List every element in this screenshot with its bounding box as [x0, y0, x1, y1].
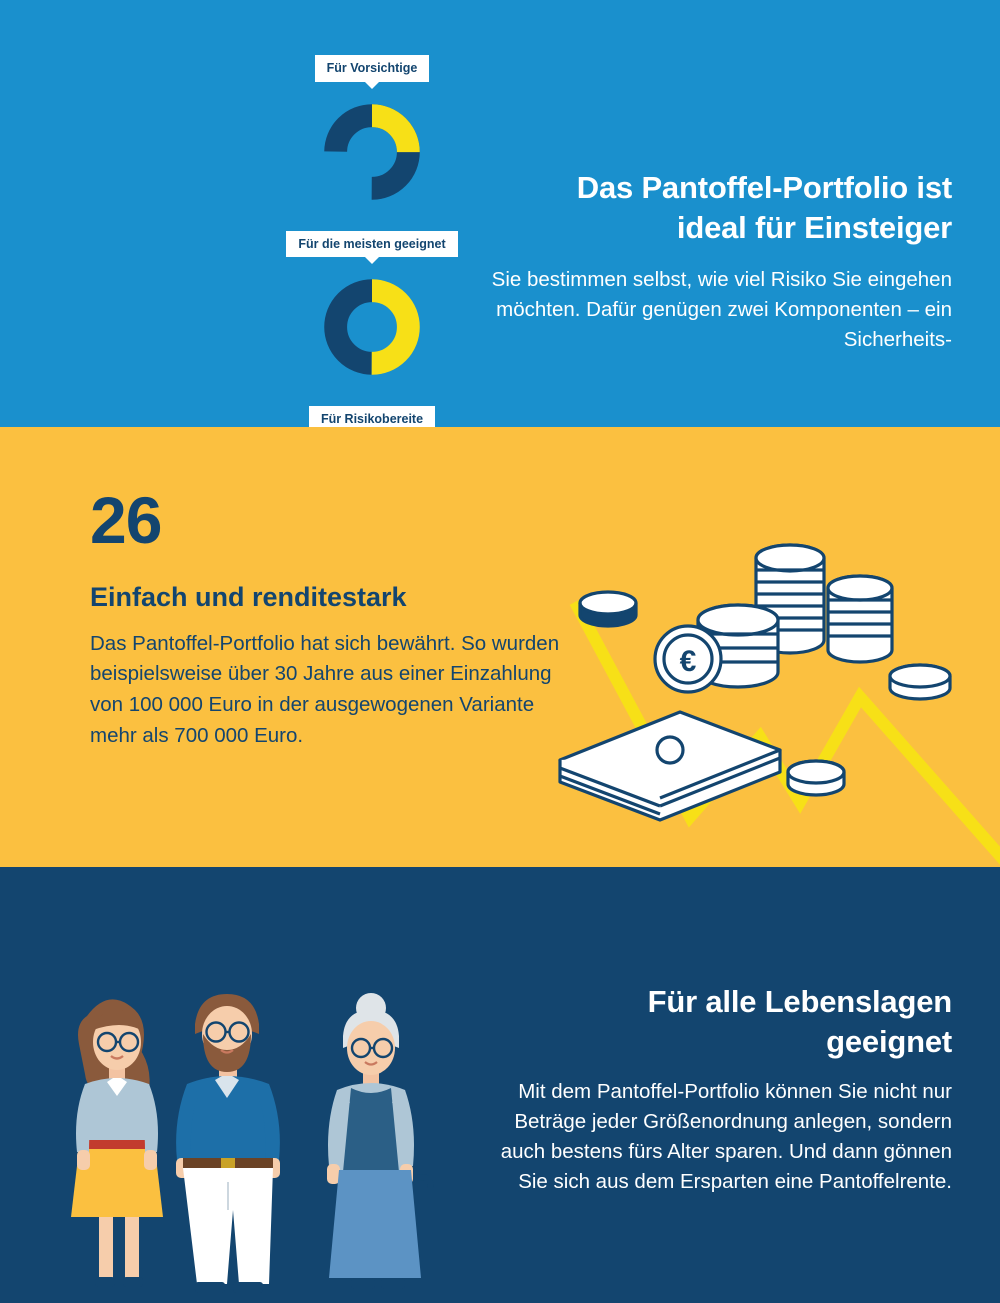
- people-illustration: [55, 972, 475, 1302]
- money-illustration: [570, 522, 990, 812]
- euro-symbol: €: [679, 645, 697, 678]
- life-headline-line2: geeignet: [826, 1023, 952, 1059]
- donut-balanced-wrap: [277, 279, 467, 380]
- risk-label-risk-tolerant: Für Risikobereite: [309, 406, 435, 427]
- person-senior-woman: [327, 993, 431, 1292]
- person-young-woman: [71, 999, 163, 1287]
- risk-label-row-1: [277, 55, 467, 82]
- life-headline-line1: Für alle Lebenslagen: [647, 984, 952, 1019]
- returns-text-block: [90, 483, 560, 752]
- panel-risk-variants: [0, 0, 1000, 427]
- banknote-bundle: [560, 712, 780, 820]
- life-body-text: Mit dem Pantoffel-Portfolio können Sie nicht nur Beträge jeder Größenordnung anlegen, sondern auch bestens fürs Alter sparen. Und dann gönnen Sie sich aus dem Ersparten eine Pantoffelrente.: [500, 1080, 952, 1193]
- risk-label-row-2: [277, 231, 467, 258]
- person-bearded-man: [176, 994, 280, 1293]
- donut-chart-balanced: [324, 279, 420, 375]
- risk-body-text: Sie bestimmen selbst, wie viel Risiko Sie eingehen möchten. Dafür genügen zwei Komponenten – ein Sicherheits-: [491, 268, 952, 351]
- risk-text-block: [482, 168, 952, 355]
- risk-donut-column: [277, 55, 467, 427]
- risk-label-most-suitable: Für die meisten geeignet: [286, 231, 457, 258]
- panel-life-stages: [0, 867, 1000, 1303]
- coin-single-left: [580, 592, 636, 626]
- panel-returns: [0, 427, 1000, 867]
- page-number: 26: [90, 483, 162, 557]
- coin-lower-right: [890, 665, 950, 699]
- risk-headline-line1: Das Pantoffel-Portfolio ist: [576, 170, 952, 205]
- returns-body-text: Das Pantoffel-Portfolio hat sich bewährt. So wurden beispielsweise über 30 Jahre aus einer Einzahlung von 100 000 Euro in der ausgewogenen Variante mehr als 700 000 Euro.: [90, 631, 560, 747]
- donut-chart-cautious: [324, 104, 420, 200]
- life-text-block: [482, 982, 952, 1196]
- donut-cautious-wrap: [277, 104, 467, 205]
- risk-label-cautious: Für Vorsichtige: [315, 55, 430, 82]
- risk-label-row-3: [277, 406, 467, 427]
- coin-stack-right: [828, 576, 892, 662]
- coin-beside-notes: [788, 761, 844, 795]
- returns-headline: Einfach und renditestark: [90, 581, 407, 612]
- risk-headline-line2: ideal für Einsteiger: [676, 209, 952, 245]
